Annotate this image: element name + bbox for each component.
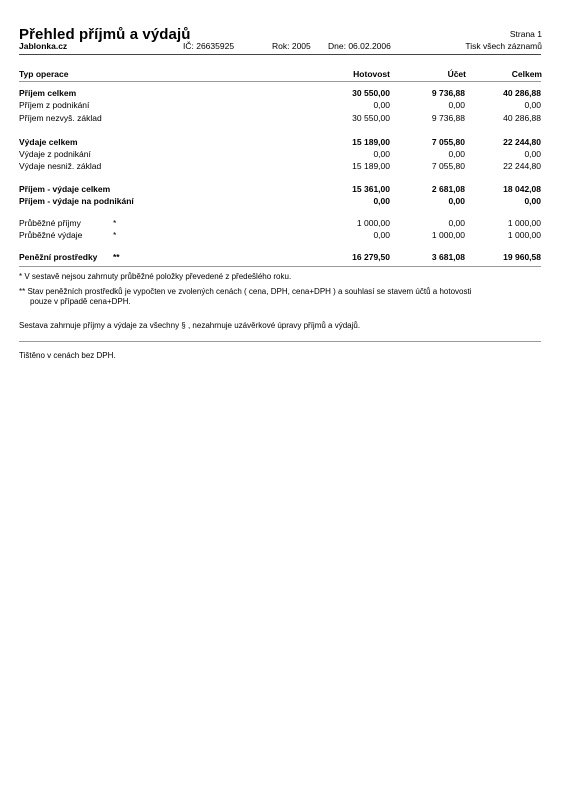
total-value: 0,00 — [524, 196, 541, 206]
account-value: 0,00 — [448, 196, 465, 206]
scope-note: Sestava zahrnuje příjmy a výdaje za všechny § , nezahrnuje uzávěrkové úpravy příjmů a výdajů. — [19, 321, 361, 330]
total-value: 18 042,08 — [503, 184, 541, 194]
row-label: Příjem z podnikání — [19, 100, 90, 110]
row-label: Peněžní prostředky — [19, 252, 98, 262]
page-number: Strana 1 — [509, 29, 542, 39]
row-label: Průběžné příjmy — [19, 218, 81, 228]
table-row — [19, 184, 541, 195]
account-value: 3 681,08 — [431, 252, 465, 262]
cash-value: 15 189,00 — [352, 161, 390, 171]
table-row — [19, 252, 541, 263]
table-row — [19, 113, 541, 124]
table-row — [19, 230, 541, 241]
row-label: Výdaje z podnikání — [19, 149, 91, 159]
total-value: 40 286,88 — [503, 113, 541, 123]
table-bottom-divider — [19, 266, 541, 267]
company-id: IČ: 26635925 — [183, 41, 235, 51]
footnote-marker: ** — [113, 252, 120, 262]
total-value: 0,00 — [524, 100, 541, 110]
cash-value: 30 550,00 — [352, 113, 390, 123]
report-date: Dne: 06.02.2006 — [328, 41, 391, 51]
total-value: 40 286,88 — [503, 88, 541, 98]
cash-value: 1 000,00 — [356, 218, 390, 228]
total-value: 22 244,80 — [503, 161, 541, 171]
account-value: 9 736,88 — [431, 113, 465, 123]
cash-value: 16 279,50 — [352, 252, 390, 262]
total-value: 19 960,58 — [503, 252, 541, 262]
footnote-1: * V sestavě nejsou zahrnuty průběžné položky převedené z předešlého roku. — [19, 272, 292, 281]
total-value: 22 244,80 — [503, 137, 541, 147]
account-value: 2 681,08 — [431, 184, 465, 194]
row-label: Výdaje celkem — [19, 137, 78, 147]
table-row — [19, 137, 541, 148]
report-year: Rok: 2005 — [272, 41, 311, 51]
row-label: Průběžné výdaje — [19, 230, 83, 240]
account-value: 9 736,88 — [431, 88, 465, 98]
row-label: Příjem nezvyš. základ — [19, 113, 102, 123]
table-row — [19, 149, 541, 160]
row-label: Výdaje nesniž. základ — [19, 161, 102, 171]
footnote-marker: * — [113, 218, 117, 228]
footnote-2: ** Stav peněžních prostředků je vypočten ve zvolených cenách ( cena, DPH, cena+DPH ) a souhlasí se stavem účtů a hotovosti — [19, 287, 472, 296]
company-name: Jablonka.cz — [19, 41, 68, 51]
cash-value: 30 550,00 — [352, 88, 390, 98]
cash-value: 15 189,00 — [352, 137, 390, 147]
account-value: 7 055,80 — [431, 137, 465, 147]
price-note: Tištěno v cenách bez DPH. — [19, 351, 116, 360]
account-value: 0,00 — [448, 149, 465, 159]
header-divider — [19, 54, 541, 55]
column-header-type: Typ operace — [19, 69, 69, 79]
table-row — [19, 161, 541, 172]
cash-value: 0,00 — [373, 100, 390, 110]
table-row — [19, 196, 541, 207]
account-value: 7 055,80 — [431, 161, 465, 171]
account-value: 0,00 — [448, 100, 465, 110]
row-label: Příjem - výdaje na podnikání — [19, 196, 134, 206]
row-label: Příjem - výdaje celkem — [19, 184, 111, 194]
cash-value: 0,00 — [373, 230, 390, 240]
print-mode: Tisk všech záznamů — [465, 41, 542, 51]
column-header-total: Celkem — [511, 69, 542, 79]
cash-value: 0,00 — [373, 196, 390, 206]
account-value: 1 000,00 — [431, 230, 465, 240]
footnote-2-continued: pouze v případě cena+DPH. — [30, 297, 131, 306]
row-label: Příjem celkem — [19, 88, 77, 98]
table-row — [19, 88, 541, 99]
footer-divider — [19, 341, 541, 342]
column-header-cash: Hotovost — [353, 69, 390, 79]
footnote-marker: * — [113, 230, 117, 240]
column-header-account: Účet — [447, 69, 466, 79]
total-value: 0,00 — [524, 149, 541, 159]
cash-value: 0,00 — [373, 149, 390, 159]
report-title: Přehled příjmů a výdajů — [19, 26, 191, 43]
table-row — [19, 100, 541, 111]
total-value: 1 000,00 — [507, 218, 541, 228]
account-value: 0,00 — [448, 218, 465, 228]
cash-value: 15 361,00 — [352, 184, 390, 194]
column-header-divider — [19, 81, 541, 82]
total-value: 1 000,00 — [507, 230, 541, 240]
table-row — [19, 218, 541, 229]
